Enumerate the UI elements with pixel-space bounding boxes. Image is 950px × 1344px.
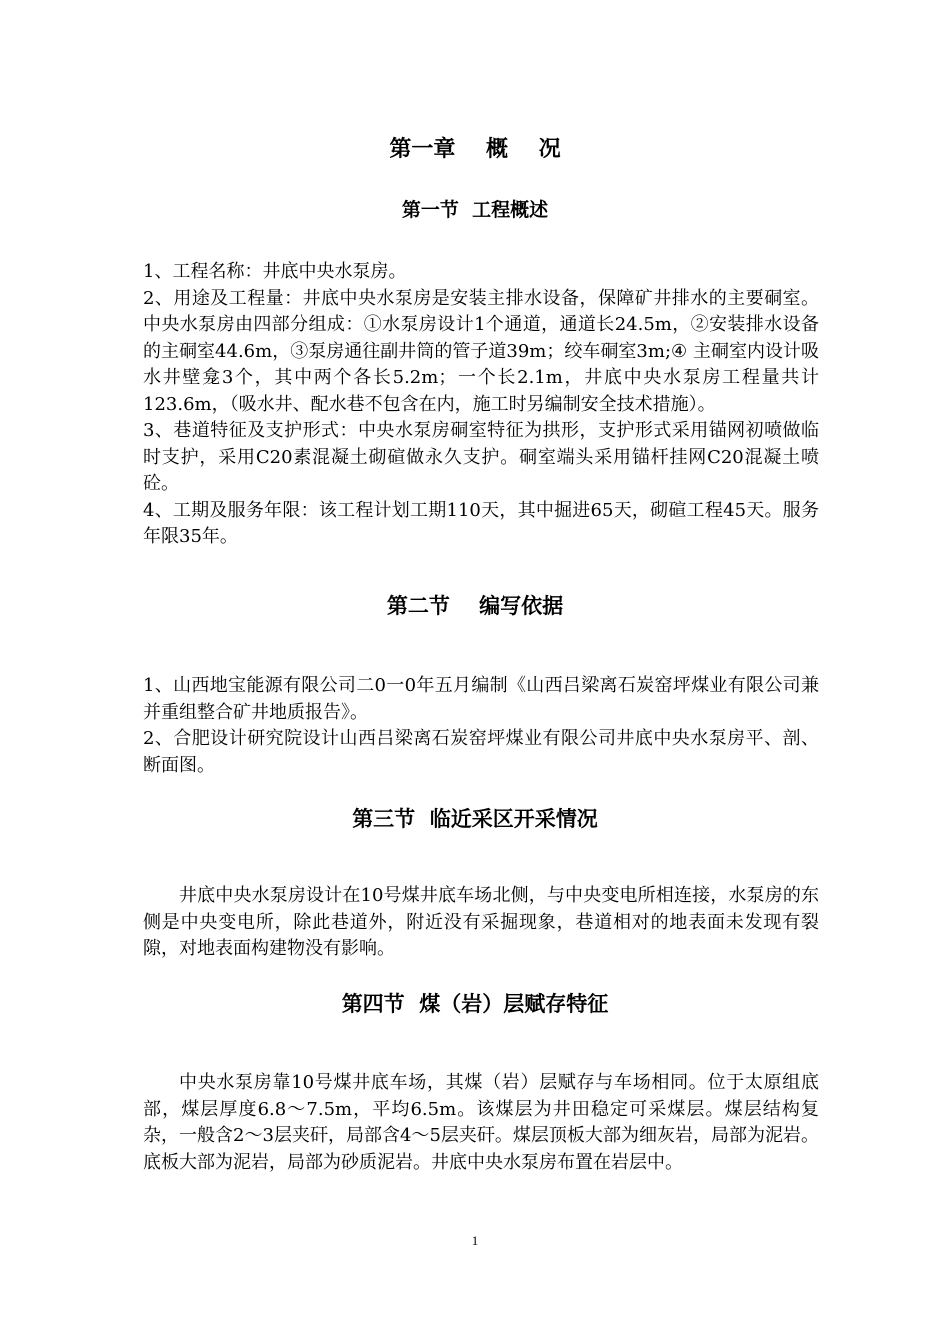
- section-body-nearby-mining: [143, 883, 819, 963]
- chapter-title: 第一章 概 况: [389, 136, 561, 162]
- paragraph-purpose-quantity: 2、用途及工程量：井底中央水泵房是安装主排水设备，保障矿井排水的主要硐室。中央水泵房由四部分组成：①水泵房设计1个通道，通道长24.5m，②安装排水设备的主硐室44.6m，③泵房通往副井筒的管子道39m；绞车硐室3m;④ 主硐室内设计吸水井壁龛3个，其中两个各长5.2m；一个长2.1m，井底中央水泵房工程量共计123.6m，（吸水井、配水巷不包含在内，施工时另编制安全技术措施）。: [143, 287, 819, 415]
- paragraph-design-drawings: 2、合肥设计研究院设计山西吕梁离石炭窑坪煤业有限公司井底中央水泵房平、剖、断面图。: [143, 728, 819, 776]
- section-body-overview: [143, 259, 819, 551]
- page-number: 1: [471, 1233, 479, 1248]
- section-body-seam-occurrence: [143, 1070, 819, 1176]
- section-title-basis: 第二节 编写依据: [386, 593, 564, 618]
- section-title-overview: 第一节 工程概述: [401, 199, 549, 221]
- section-body-basis: [143, 673, 819, 779]
- paragraph-project-name: 1、工程名称：井底中央水泵房。: [143, 261, 407, 282]
- paragraph-geology-report: 1、山西地宝能源有限公司二0一0年五月编制《山西吕梁离石炭窑坪煤业有限公司兼并重组整合矿井地质报告》。: [143, 675, 819, 723]
- section-title-nearby-mining: 第三节 临近采区开采情况: [352, 806, 598, 831]
- paragraph-nearby-mining: 井底中央水泵房设计在10号煤井底车场北侧，与中央变电所相连接，水泵房的东侧是中央变电所，除此巷道外，附近没有采掘现象，巷道相对的地表面未发现有裂隙，对地表面构建物没有影响。: [143, 885, 819, 959]
- paragraph-roadway-support: 3、巷道特征及支护形式：中央水泵房硐室特征为拱形，支护形式采用锚网初喷做临时支护，采用C20素混凝土砌碹做永久支护。硐室端头采用锚杆挂网C20混凝土喷砼。: [143, 420, 819, 494]
- paragraph-schedule: 4、工期及服务年限：该工程计划工期110天，其中掘进65天，砌碹工程45天。服务年限35年。: [143, 499, 819, 547]
- section-title-seam-occurrence: 第四节 煤（岩）层赋存特征: [341, 991, 609, 1016]
- paragraph-seam-occurrence: 中央水泵房靠10号煤井底车场，其煤（岩）层赋存与车场相同。位于太原组底部，煤层厚度6.8～7.5m，平均6.5m。该煤层为井田稳定可采煤层。煤层结构复杂，一般含2～3层夹矸，局部含4～5层夹矸。煤层顶板大部为细灰岩，局部为泥岩。底板大部为泥岩，局部为砂质泥岩。井底中央水泵房布置在岩层中。: [143, 1072, 819, 1173]
